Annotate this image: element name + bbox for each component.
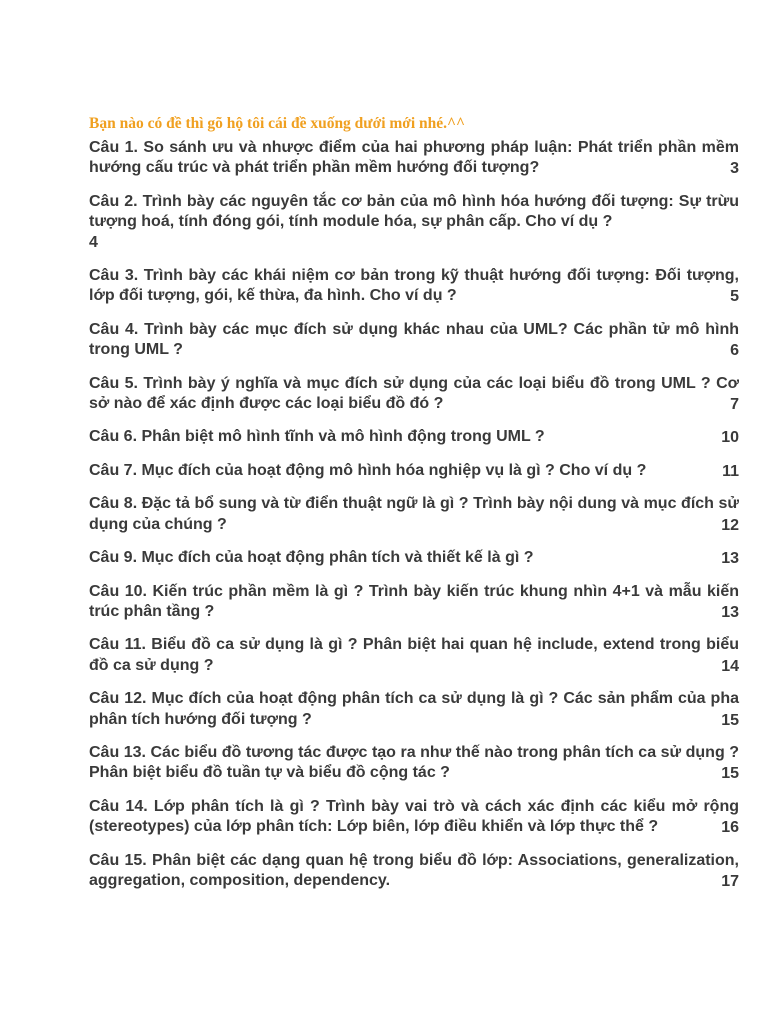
document-page: [89, 114, 739, 904]
toc-page-number: 3: [730, 160, 739, 178]
toc-question-text: Câu 6. Phân biệt mô hình tĩnh và mô hình động trong UML ?: [89, 428, 545, 446]
toc-page-number: 10: [721, 429, 739, 447]
toc-entry-7: [89, 461, 739, 481]
toc-page-number: 16: [721, 819, 739, 837]
toc-question-text: Câu 12. Mục đích của hoạt động phân tích ca sử dụng là gì ? Các sản phẩm của pha phân tích hướng đối tượng ?: [89, 690, 739, 728]
toc-question-text: Câu 11. Biểu đồ ca sử dụng là gì ? Phân biệt hai quan hệ include, extend trong biểu đồ ca sử dụng ?: [89, 636, 739, 674]
toc-entry-10: [89, 582, 739, 623]
toc-question-text: Câu 3. Trình bày các khái niệm cơ bản trong kỹ thuật hướng đối tượng: Đối tượng, lớp đối tượng, gói, kế thừa, đa hình. Cho ví dụ ?: [89, 267, 739, 305]
toc-question-text: Câu 10. Kiến trúc phần mềm là gì ? Trình bày kiến trúc khung nhìn 4+1 và mẫu kiến trúc phân tầng ?: [89, 582, 739, 620]
toc-entry-11: [89, 635, 739, 676]
toc-page-number: 15: [721, 765, 739, 783]
toc-page-number: 4: [89, 233, 98, 251]
toc-page-number: 12: [721, 516, 739, 534]
intro-note: Bạn nào có đề thì gõ hộ tôi cái đề xuống dưới mới nhé.^^: [89, 115, 466, 132]
toc-page-number: 17: [721, 872, 739, 890]
toc-entry-15: [89, 851, 739, 892]
toc-entry-13: [89, 743, 739, 784]
toc-question-text: Câu 14. Lớp phân tích là gì ? Trình bày vai trò và cách xác định các kiểu mở rộng (stereotypes) của lớp phân tích: Lớp biên, lớp điều khiển và lớp thực thể ?: [89, 797, 739, 836]
toc-question-text: Câu 15. Phân biệt các dạng quan hệ trong biểu đồ lớp: Associations, generalization, aggregation, composition, dependency.: [89, 851, 739, 889]
toc-question-text: Câu 9. Mục đích của hoạt động phân tích và thiết kế là gì ?: [89, 549, 534, 567]
toc-page-number: 7: [730, 396, 739, 414]
toc-question-text: Câu 4. Trình bày các mục đích sử dụng khác nhau của UML? Các phần tử mô hình trong UML ?: [89, 320, 739, 359]
toc-page-number: 15: [721, 711, 739, 729]
toc-entry-2: [89, 192, 739, 253]
toc-question-text: Câu 8. Đặc tả bổ sung và từ điển thuật ngữ là gì ? Trình bày nội dung và mục đích sử dụng của chúng ?: [89, 495, 739, 533]
toc-question-text: Câu 1. So sánh ưu và nhược điểm của hai phương pháp luận: Phát triển phần mềm hướng cấu trúc và phát triển phần mềm hướng đối tượng?: [89, 139, 739, 177]
toc-page-number: 14: [721, 657, 739, 675]
toc-question-text: Câu 5. Trình bày ý nghĩa và mục đích sử dụng của các loại biểu đồ trong UML ? Cơ sở nào để xác định được các loại biểu đồ đó ?: [89, 374, 739, 413]
toc-entry-12: [89, 689, 739, 730]
toc-page-number: 13: [721, 550, 739, 568]
toc-entry-1: [89, 138, 739, 179]
toc-page-number: 5: [730, 288, 739, 306]
toc-page-number: 6: [730, 342, 739, 360]
toc-entry-6: [89, 427, 739, 447]
toc-entry-8: [89, 494, 739, 535]
toc-question-text: Câu 13. Các biểu đồ tương tác được tạo ra như thế nào trong phân tích ca sử dụng ? Phân biệt biểu đồ tuần tự và biểu đồ cộng tác ?: [89, 743, 739, 782]
toc-entry-9: [89, 548, 739, 568]
toc-page-number: 13: [721, 603, 739, 621]
toc-entry-3: [89, 266, 739, 307]
toc-entry-14: [89, 797, 739, 838]
toc-entry-4: [89, 320, 739, 361]
toc-entry-5: [89, 374, 739, 415]
toc-page-number: 11: [722, 462, 739, 480]
toc-question-text: Câu 2. Trình bày các nguyên tắc cơ bản của mô hình hóa hướng đối tượng: Sự trừu tượng hoá, tính đóng gói, tính module hóa, sự phân cấp. Cho ví dụ ?: [89, 192, 739, 231]
toc-question-text: Câu 7. Mục đích của hoạt động mô hình hóa nghiệp vụ là gì ? Cho ví dụ ?: [89, 461, 647, 479]
